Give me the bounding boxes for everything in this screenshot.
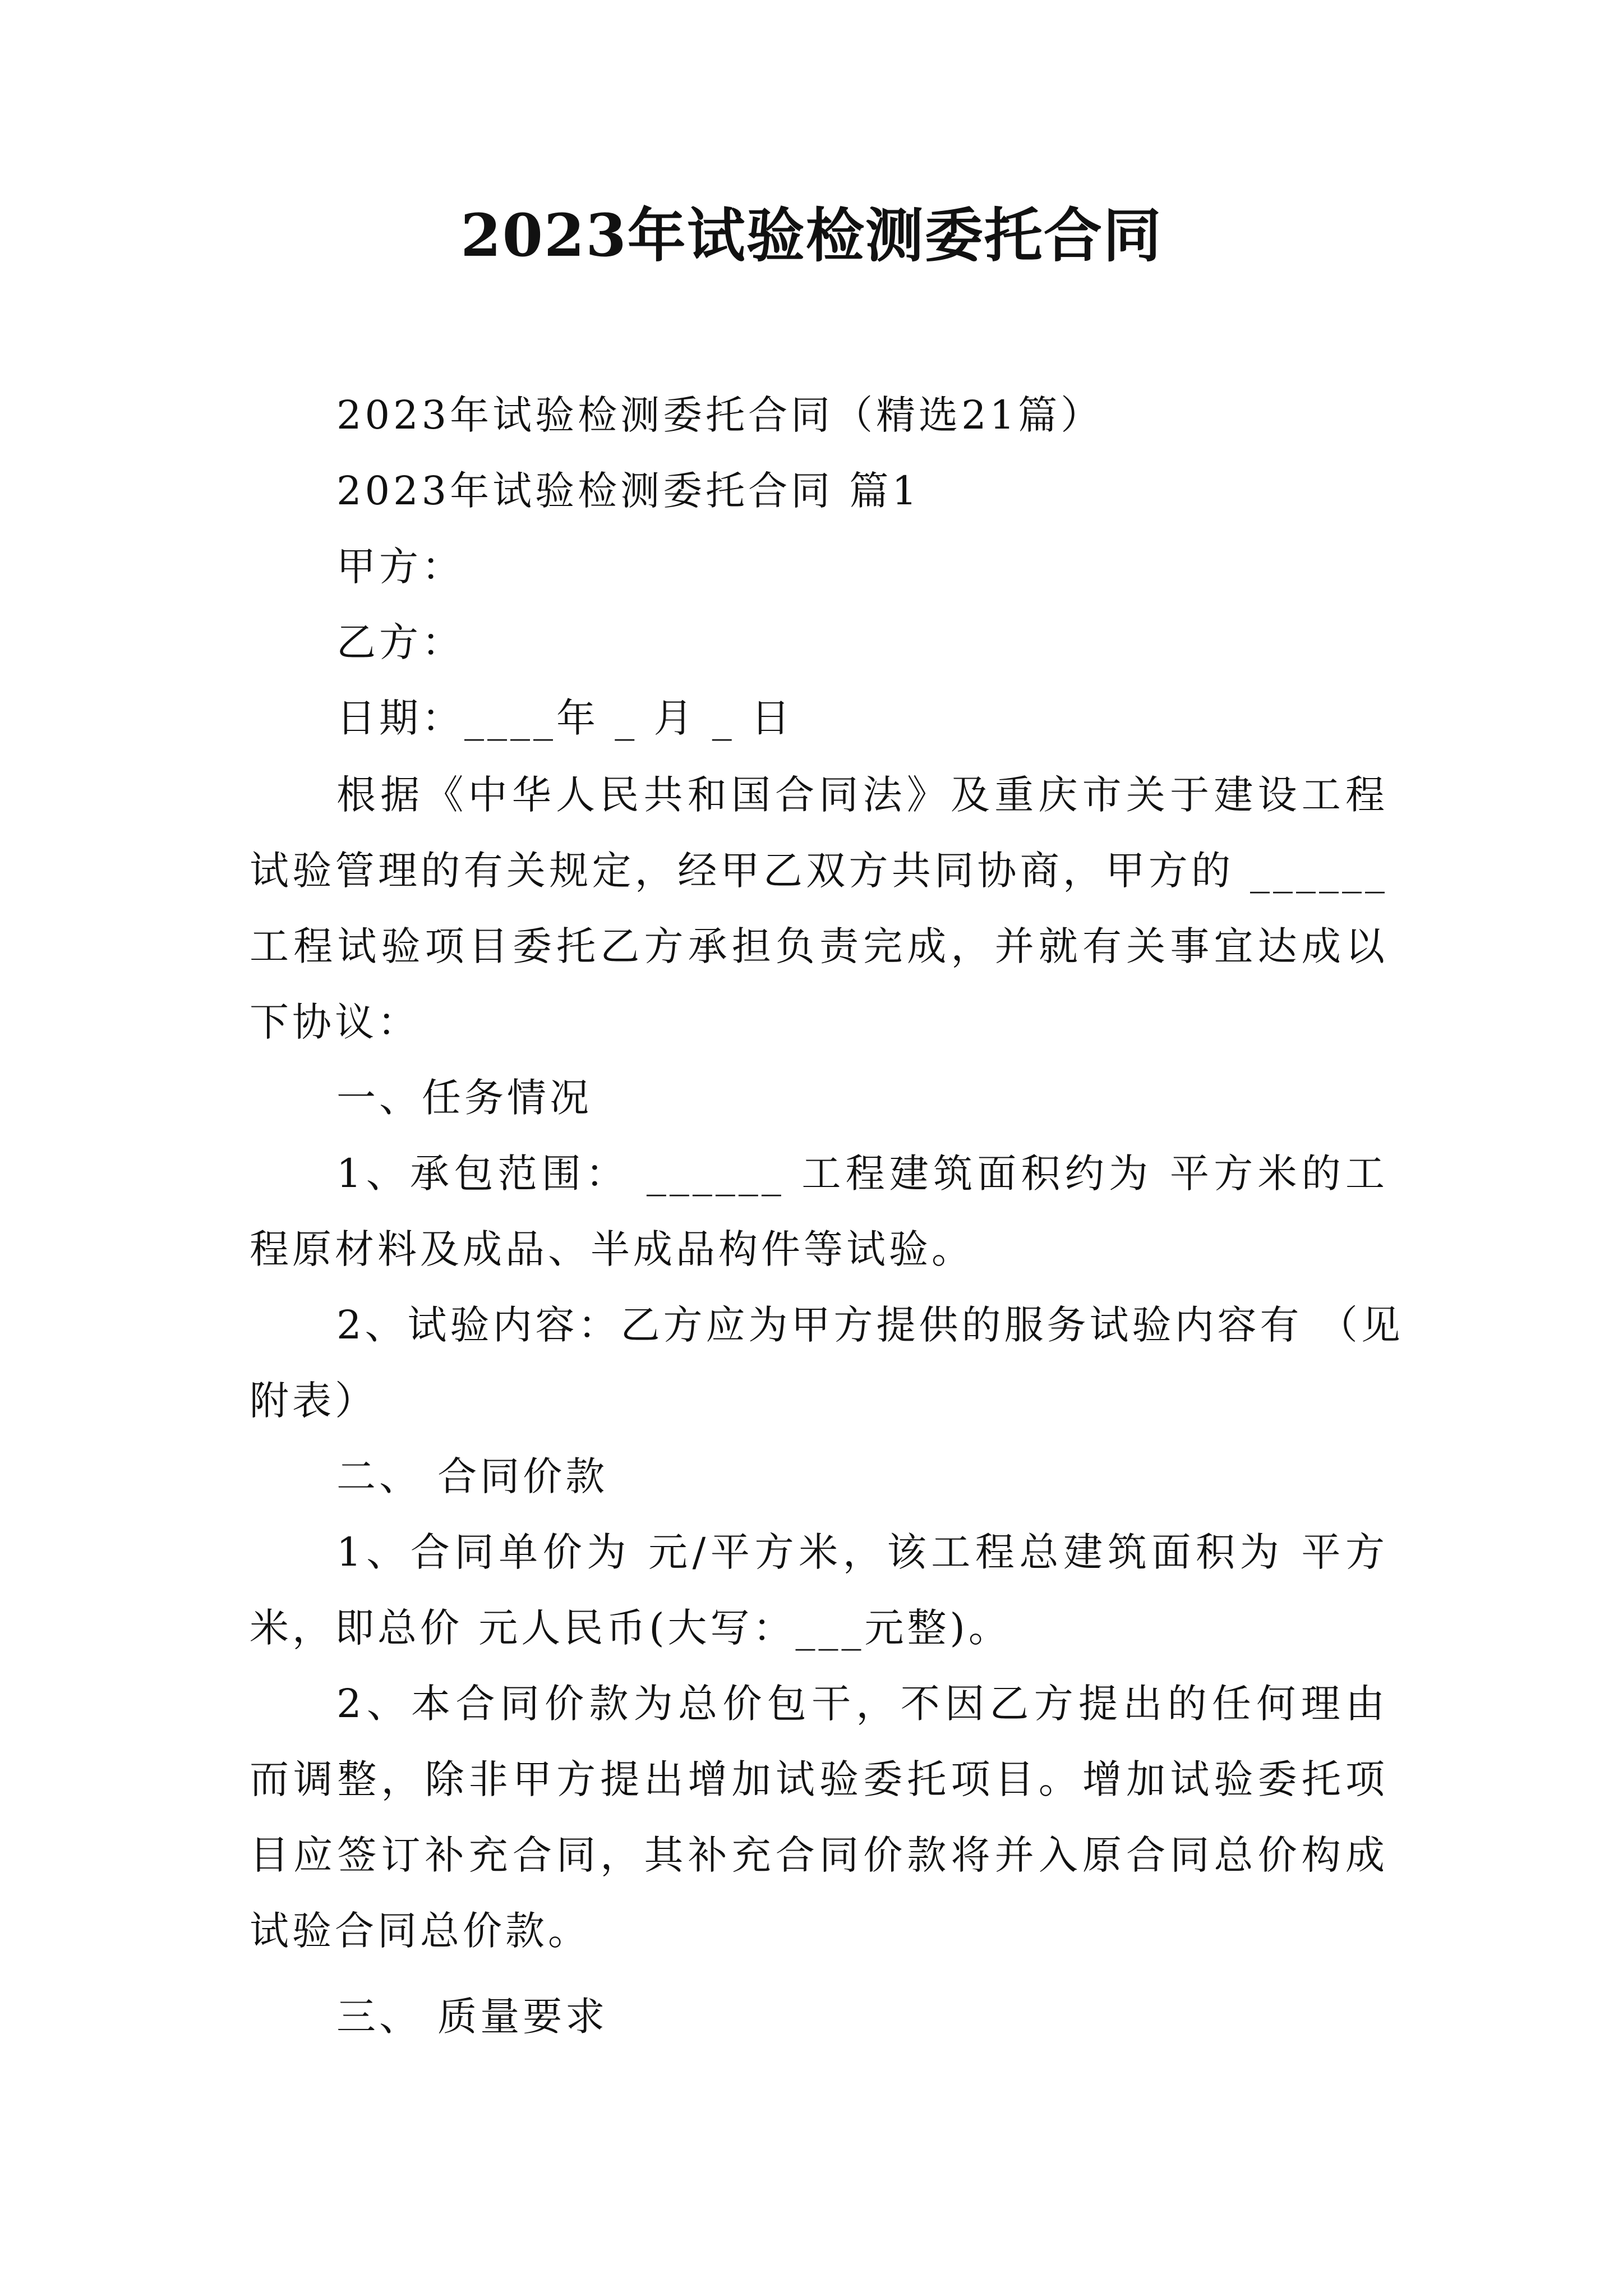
paragraph-line: 根据《中华人民共和国合同法》及重庆市关于建设工程 [336,772,1388,818]
paragraph-line: 1、合同单价为 元/平方米，该工程总建筑面积为 平方 [336,1529,1388,1575]
paragraph-line: 试验合同总价款。 [250,1908,591,1954]
paragraph-line: 试验管理的有关规定，经甲乙双方共同协商，甲方的 ______ [250,848,1388,894]
subtitle-line: 2023年试验检测委托合同（精选21篇） [336,392,1104,438]
clause-heading: 二、 合同价款 [336,1453,608,1499]
paragraph-line: 下协议： [250,999,420,1045]
party-b-line: 乙方： [336,619,464,665]
date-line: 日期：____年 _ 月 _ 日 [336,695,794,741]
paragraph-line: 而调整，除非甲方提出增加试验委托项目。增加试验委托项 [250,1756,1388,1802]
paragraph-line: 1、承包范围： ______ 工程建筑面积约为 平方米的工 [336,1151,1388,1197]
paragraph-line: 2、本合同价款为总价包干，不因乙方提出的任何理由 [336,1681,1388,1727]
paragraph-line: 2、试验内容：乙方应为甲方提供的服务试验内容有 （见 [336,1302,1404,1348]
clause-heading: 一、任务情况 [336,1075,592,1121]
clause-heading: 三、 质量要求 [336,1994,608,2040]
paragraph-line: 工程试验项目委托乙方承担负责完成，并就有关事宜达成以 [250,923,1388,969]
paragraph-line: 米，即总价 元人民币(大写：___元整)。 [250,1605,1011,1651]
paragraph-line: 附表） [250,1378,377,1424]
paragraph-line: 程原材料及成品、半成品构件等试验。 [250,1226,974,1272]
paragraph-line: 目应签订补充合同，其补充合同价款将并入原合同总价构成 [250,1832,1388,1878]
section-heading-line: 2023年试验检测委托合同 篇1 [336,468,920,514]
document-title: 2023年试验检测委托合同 [460,201,1163,270]
party-a-line: 甲方： [336,544,464,590]
